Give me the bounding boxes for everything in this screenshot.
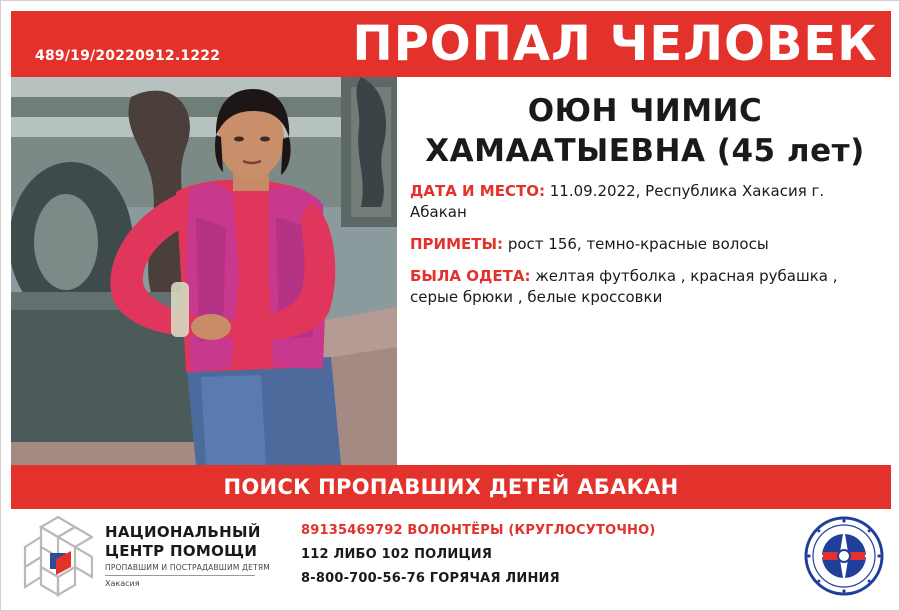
org-region: Хакасия	[105, 579, 140, 588]
photo-illustration	[11, 77, 397, 465]
signs-block	[410, 234, 880, 255]
org-subtitle: ПРОПАВШИМ И ПОСТРАДАВШИМ ДЕТЯМ	[105, 563, 270, 572]
clothes-label: БЫЛА ОДЕТА:	[410, 267, 531, 285]
signs-label: ПРИМЕТЫ:	[410, 235, 504, 253]
police-phone: 112 ЛИБО 102 ПОЛИЦИЯ	[301, 547, 493, 562]
missing-person-photo	[11, 77, 397, 465]
hotline-phone: 8-800-700-56-76 ГОРЯЧАЯ ЛИНИЯ	[301, 571, 560, 586]
date-place-value: 11.09.2022, Республика Хакасия г. Абакан	[410, 182, 825, 221]
person-name-line-2: ХАМААТЫЕВНА (45 лет)	[425, 133, 865, 169]
search-banner-title: ПОИСК ПРОПАВШИХ ДЕТЕЙ АБАКАН	[223, 475, 679, 499]
org-name-line-2: ЦЕНТР ПОМОЩИ	[105, 542, 258, 560]
poster-headline: ПРОПАЛ ЧЕЛОВЕК	[352, 16, 878, 72]
date-place-label: ДАТА И МЕСТО:	[410, 182, 545, 200]
clothes-block	[410, 266, 880, 308]
date-place-block	[410, 181, 880, 223]
clothes-value: желтая футболка , красная рубашка , серые брюки , белые кроссовки	[410, 267, 838, 306]
search-squad-emblem-icon	[803, 515, 885, 597]
case-number: 489/19/20220912.1222	[35, 48, 221, 64]
org-name-line-1: НАЦИОНАЛЬНЫЙ	[105, 523, 261, 541]
signs-value: рост 156, темно-красные волосы	[507, 235, 769, 253]
org-divider	[105, 575, 255, 576]
national-center-logo-icon	[23, 515, 93, 597]
person-name-line-1: ОЮН ЧИМИС	[527, 93, 763, 129]
volunteers-phone: 89135469792 ВОЛОНТЁРЫ (КРУГЛОСУТОЧНО)	[301, 523, 656, 538]
